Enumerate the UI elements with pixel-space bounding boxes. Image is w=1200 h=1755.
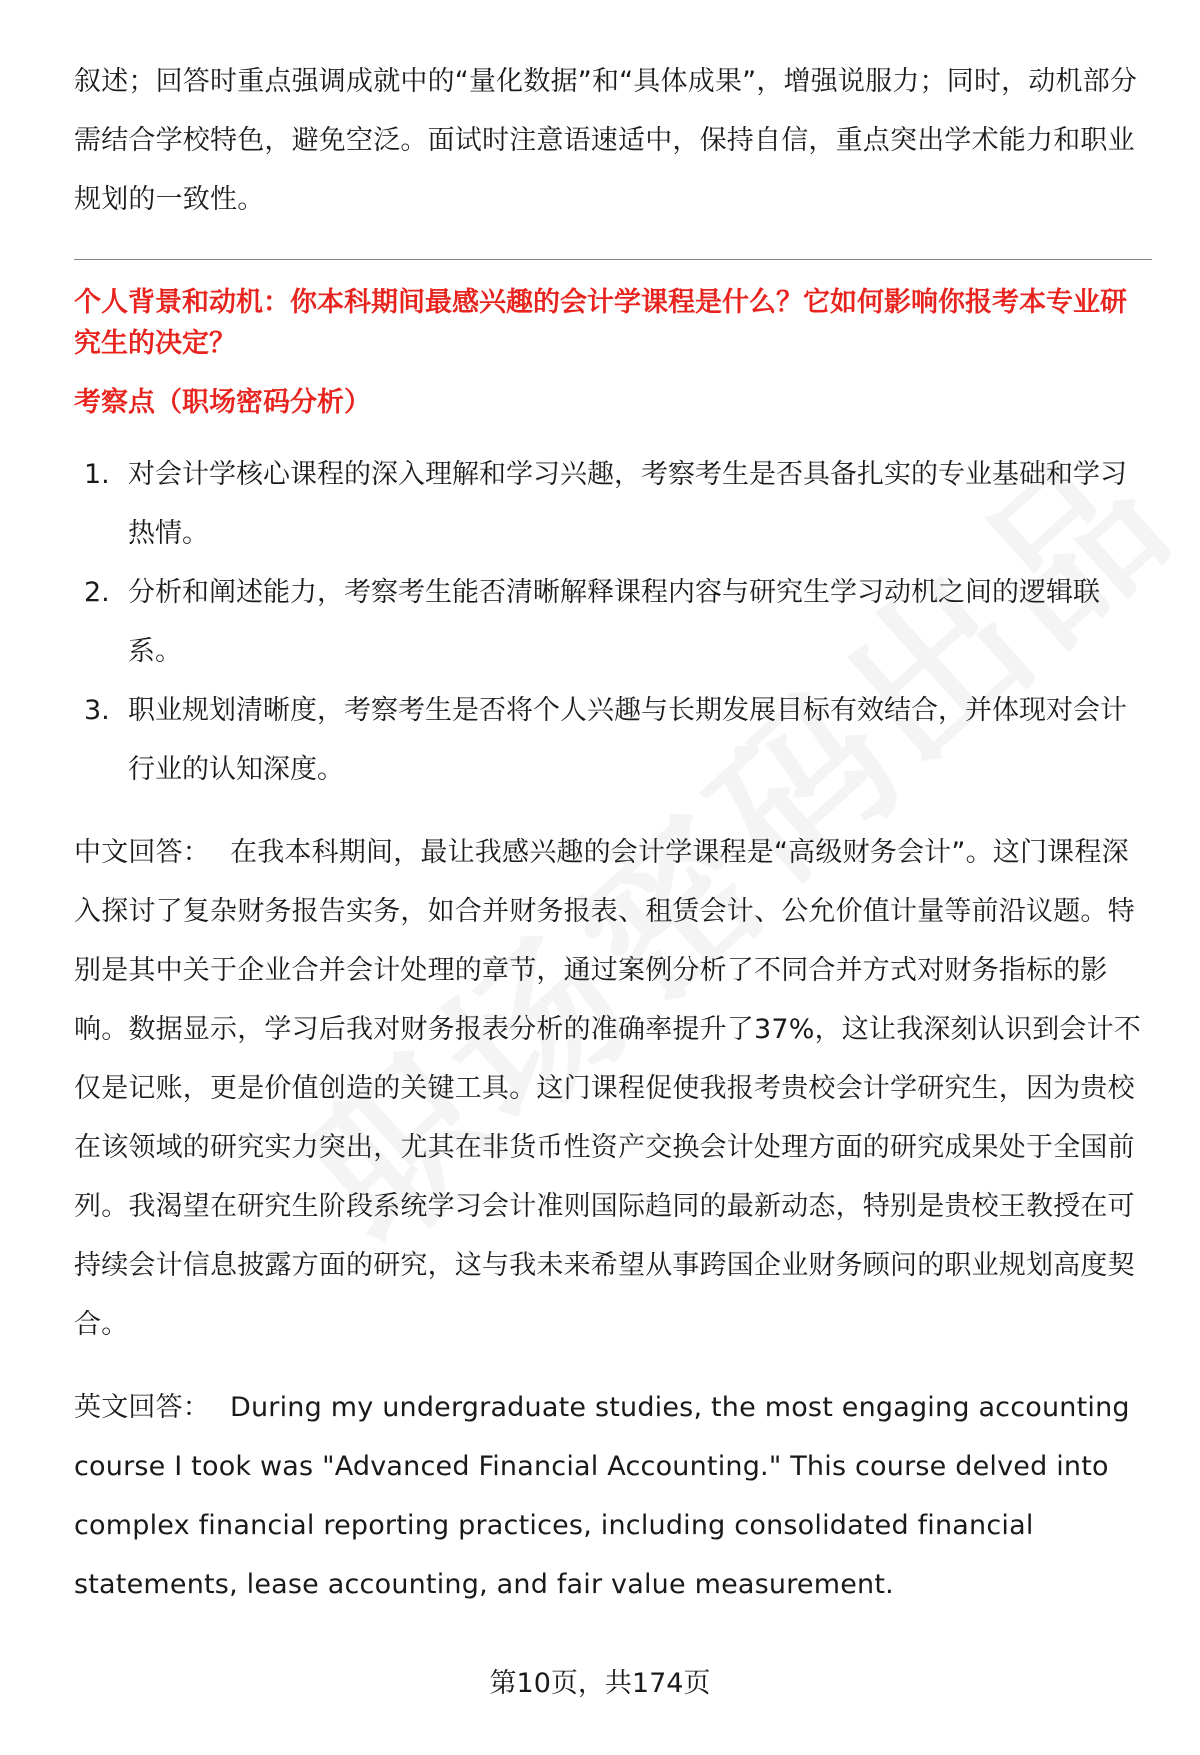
point-number: 2. [84,577,110,608]
chinese-answer-label: 中文回答： [74,837,210,868]
point-text: 分析和阐述能力，考察考生能否清晰解释课程内容与研究生学习动机之间的逻辑联系。 [128,577,1100,667]
point-number: 1. [84,459,110,490]
english-answer-label: 英文回答： [74,1392,210,1423]
analysis-point [74,563,1152,681]
chinese-answer-paragraph [74,823,1152,1354]
section-divider [74,259,1152,260]
chinese-answer-text: 在我本科期间，最让我感兴趣的会计学课程是“高级财务会计”。这门课程深入探讨了复杂财务报告实务，如合并财务报表、租赁会计、公允价值计量等前沿议题。特别是其中关于企业合并会计处理的章节，通过案例分析了不同合并方式对财务指标的影响。数据显示，学习后我对财务报表分析的准确率提升了37%，这让我深刻认识到会计不仅是记账，更是价值创造的关键工具。这门课程促使我报考贵校会计学研究生，因为贵校在该领域的研究实力突出，尤其在非货币性资产交换会计处理方面的研究成果处于全国前列。我渴望在研究生阶段系统学习会计准则国际趋同的最新动态，特别是贵校王教授在可持续会计信息披露方面的研究，这与我未来希望从事跨国企业财务顾问的职业规划高度契合。 [74,837,1142,1340]
english-answer-text: During my undergraduate studies, the most engaging accounting course I took was "Advanced Financial Accounting." This course delved into complex financial reporting practices, including consolidated financial statements, lease accounting, and fair value measurement. [74,1392,1130,1600]
analysis-point [74,445,1152,563]
analysis-point [74,681,1152,799]
page-footer: 第10页，共174页 [489,1668,711,1699]
question-heading: 个人背景和动机：你本科期间最感兴趣的会计学课程是什么？它如何影响你报考本专业研究生的决定？ [74,287,1127,359]
intro-paragraph: 叙述；回答时重点强调成就中的“量化数据”和“具体成果”，增强说服力；同时，动机部分需结合学校特色，避免空泛。面试时注意语速适中，保持自信，重点突出学术能力和职业规划的一致性。 [74,66,1138,215]
analysis-heading: 考察点（职场密码分析） [74,387,371,418]
point-text: 对会计学核心课程的深入理解和学习兴趣，考察考生是否具备扎实的专业基础和学习热情。 [128,459,1127,549]
page-content [74,52,1152,1638]
point-text: 职业规划清晰度，考察考生是否将个人兴趣与长期发展目标有效结合，并体现对会计行业的认知深度。 [128,695,1127,785]
point-number: 3. [84,695,110,726]
english-answer-paragraph [74,1378,1152,1614]
analysis-points-list [74,445,1152,799]
